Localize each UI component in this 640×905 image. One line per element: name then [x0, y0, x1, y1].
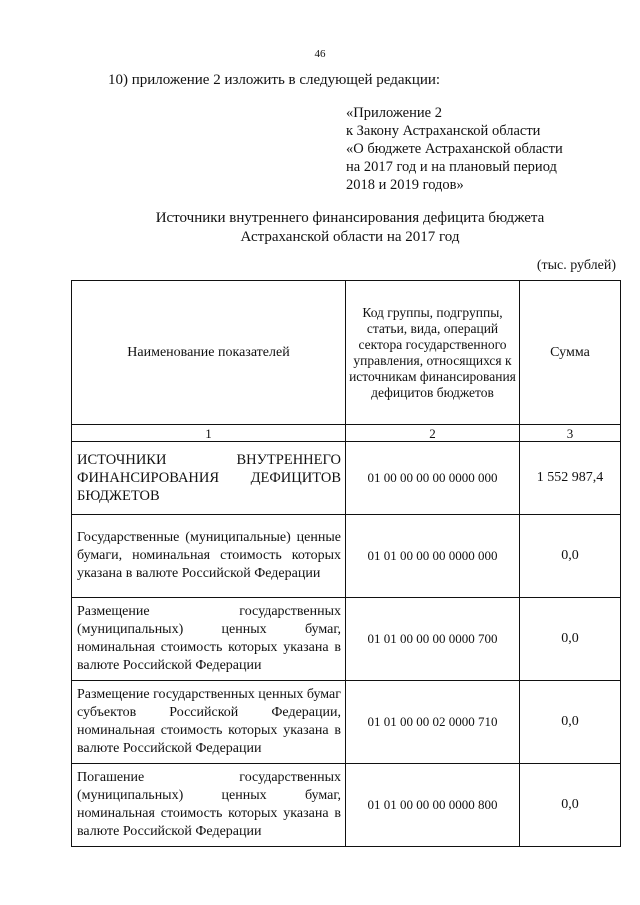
title-line-1: Источники внутреннего финансирования дефицита бюджета: [155, 210, 545, 226]
row-sum: 0,0: [520, 764, 621, 847]
financing-sources-table: [71, 280, 621, 847]
row-code: 01 01 00 00 02 0000 710: [346, 681, 520, 764]
table-row: [72, 598, 621, 681]
row-code: 01 01 00 00 00 0000 700: [346, 598, 520, 681]
column-number: 1: [72, 425, 346, 442]
table-row: [72, 442, 621, 515]
row-code: 01 01 00 00 00 0000 000: [346, 515, 520, 598]
row-name: Государственные (муниципальные) ценные бумаги, номинальная стоимость которых указана в валюте Российской Федерации: [72, 515, 346, 598]
row-name: ИСТОЧНИКИ ВНУТРЕННЕГО ФИНАНСИРОВАНИЯ ДЕФИЦИТОВ БЮДЖЕТОВ: [72, 442, 346, 515]
table-row: [72, 764, 621, 847]
table-row: [72, 681, 621, 764]
row-name: Размещение государственных ценных бумаг субъектов Российской Федерации, номинальная стоимость которых указана в валюте Российской Федерации: [72, 681, 346, 764]
header-name: Наименование показателей: [72, 281, 346, 425]
table-row: [72, 515, 621, 598]
units-label: (тыс. рублей): [536, 258, 616, 273]
appendix-line-4: на 2017 год и на плановый период: [346, 159, 557, 175]
row-name: Размещение государственных (муниципальных) ценных бумаг, номинальная стоимость которых указана в валюте Российской Федерации: [72, 598, 346, 681]
header-sum: Сумма: [520, 281, 621, 425]
document-title: [60, 209, 640, 247]
intro-text: 10) приложение 2 изложить в следующей редакции:: [108, 72, 441, 88]
page-number: 46: [314, 48, 326, 60]
row-code: 01 01 00 00 00 0000 800: [346, 764, 520, 847]
table-header-row: [72, 281, 621, 425]
row-sum: 0,0: [520, 681, 621, 764]
appendix-line-2: к Закону Астраханской области: [346, 123, 541, 139]
appendix-line-1: «Приложение 2: [346, 105, 442, 121]
row-sum: 0,0: [520, 515, 621, 598]
appendix-header: [346, 104, 563, 194]
column-number-row: [72, 425, 621, 442]
title-line-2: Астраханской области на 2017 год: [240, 229, 460, 245]
row-sum: 0,0: [520, 598, 621, 681]
row-sum: 1 552 987,4: [520, 442, 621, 515]
appendix-line-3: «О бюджете Астраханской области: [346, 141, 563, 157]
row-name: Погашение государственных (муниципальных) ценных бумаг, номинальная стоимость которых указана в валюте Российской Федерации: [72, 764, 346, 847]
column-number: 2: [346, 425, 520, 442]
column-number: 3: [520, 425, 621, 442]
appendix-line-5: 2018 и 2019 годов»: [346, 177, 464, 193]
header-code: Код группы, подгруппы, статьи, вида, операций сектора государственного управления, относящихся к источникам финансирования дефицитов бюджетов: [346, 281, 520, 425]
row-code: 01 00 00 00 00 0000 000: [346, 442, 520, 515]
